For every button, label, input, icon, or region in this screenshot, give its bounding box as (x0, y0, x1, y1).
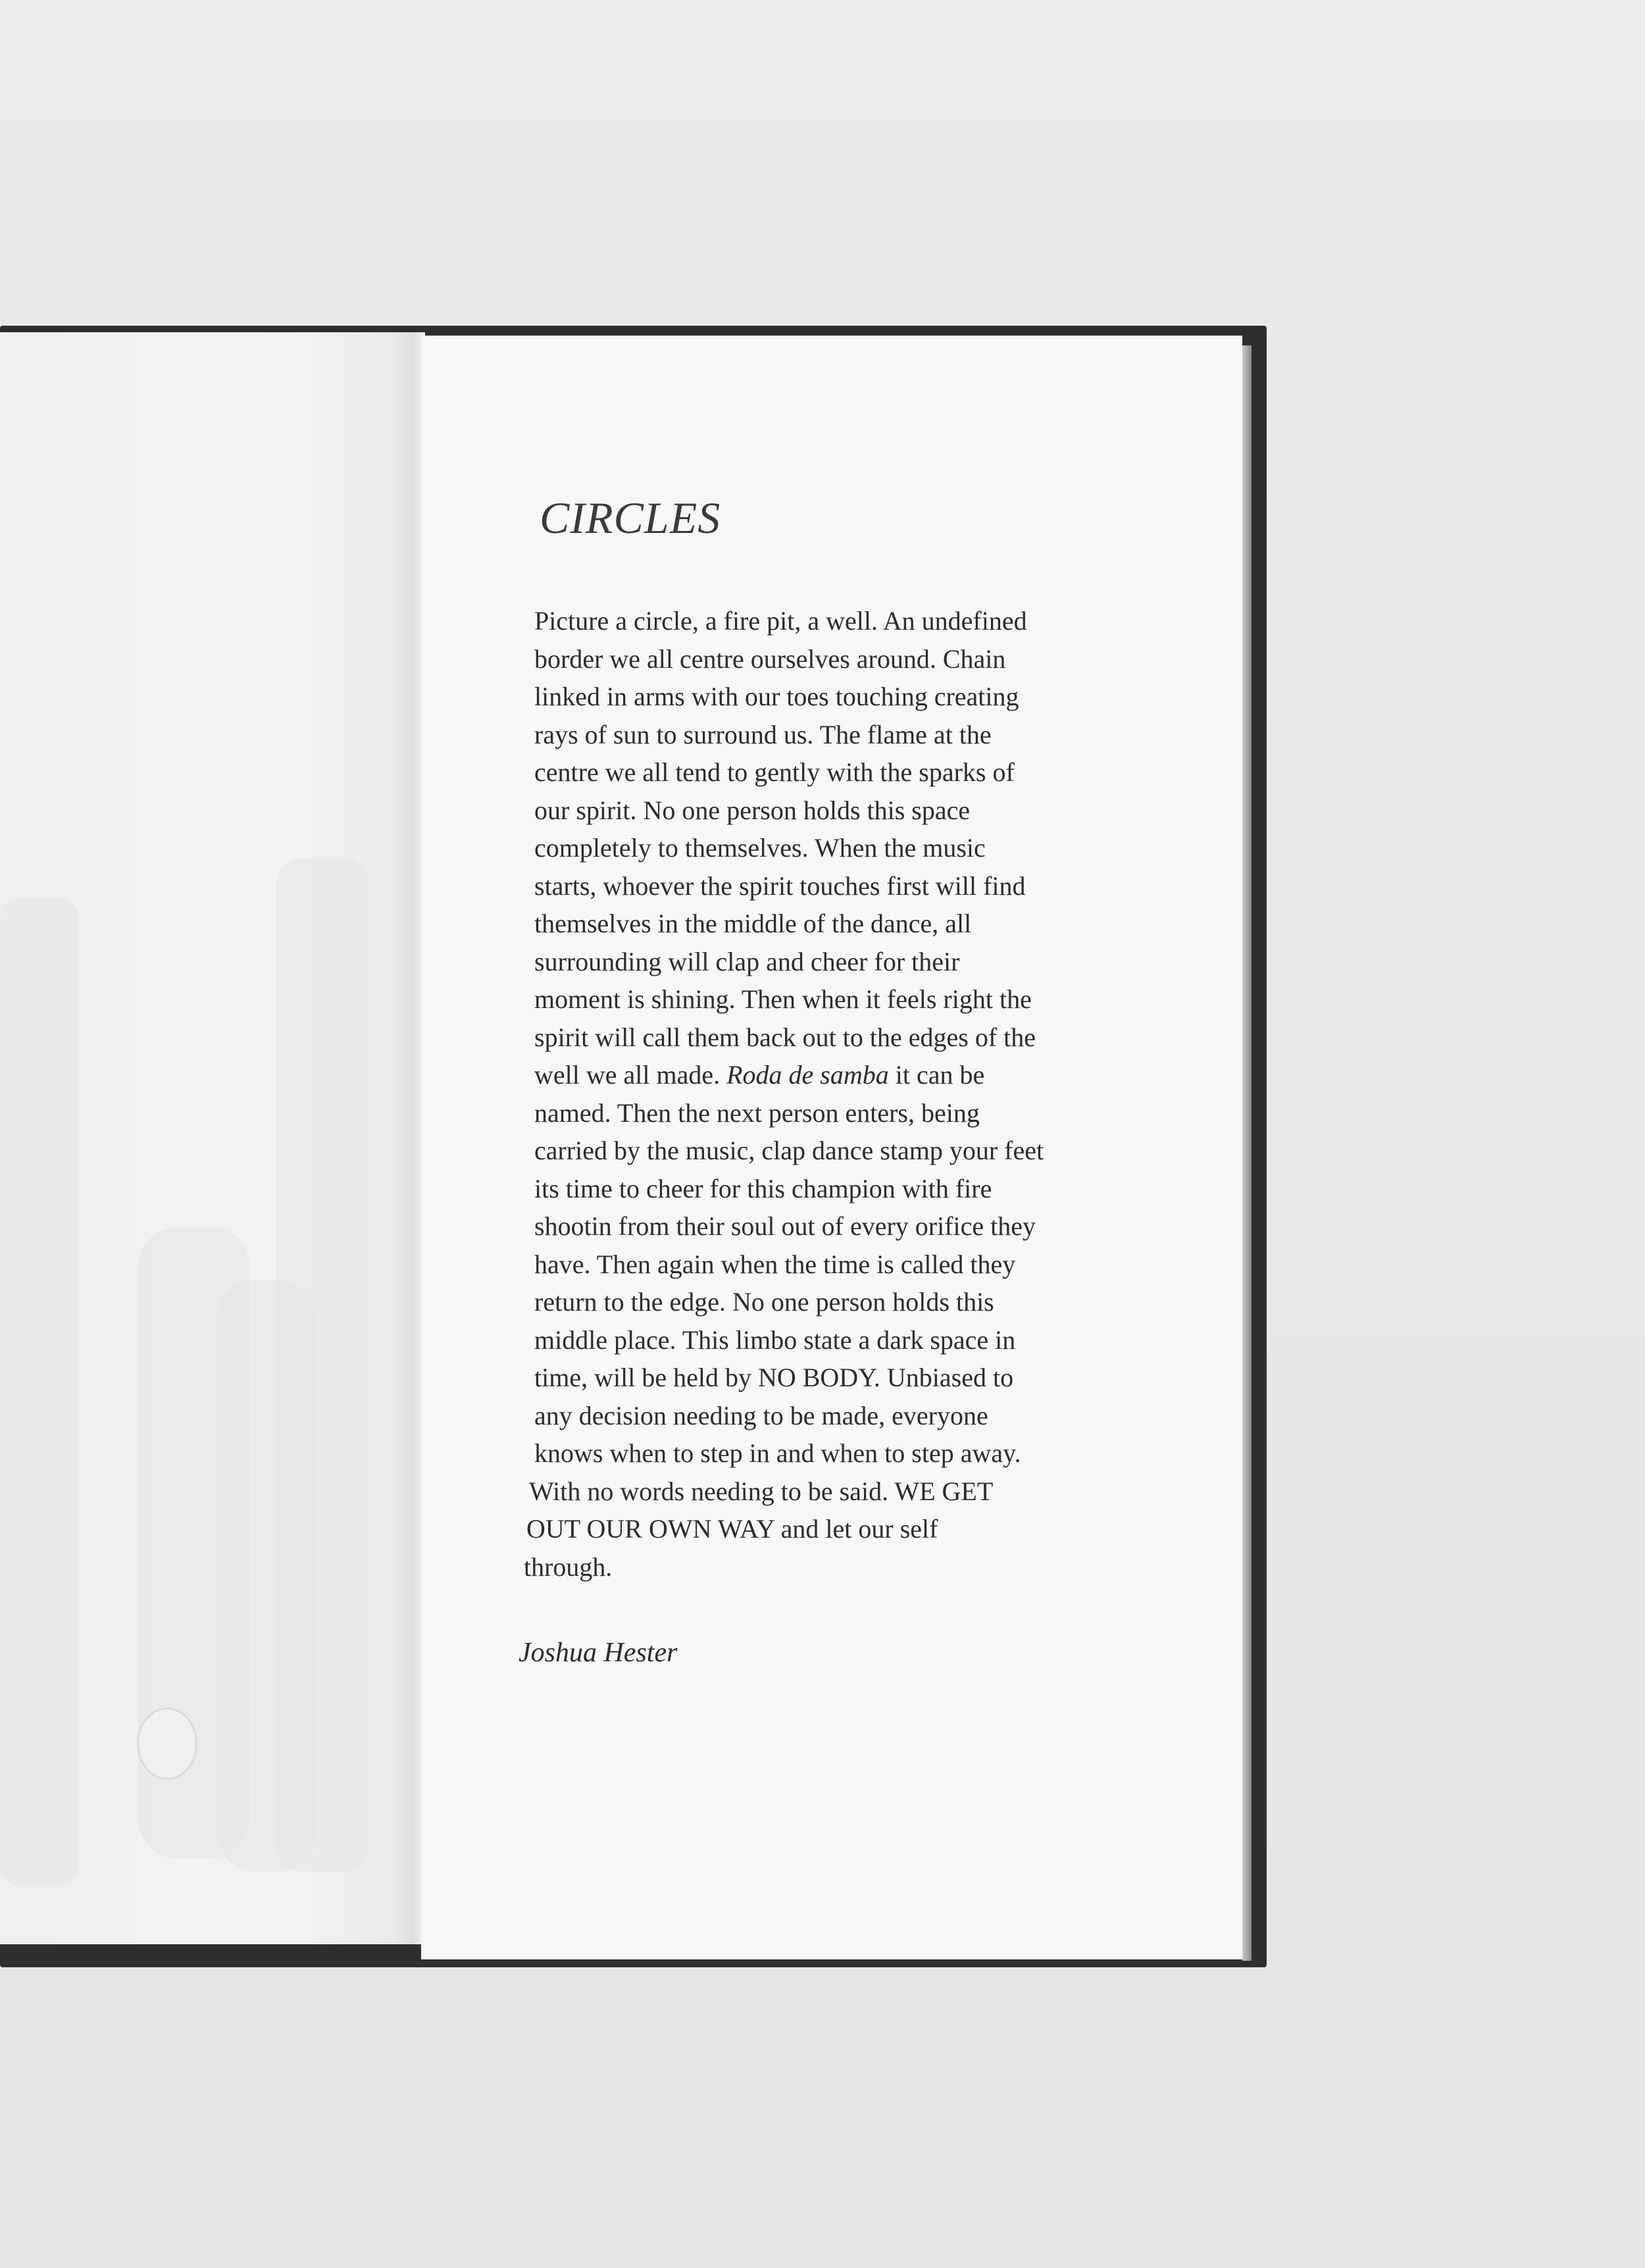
poem-line: spirit will call them back out to the edges of the (534, 1022, 1036, 1052)
poem-line: well we all made. Roda de samba it can be (534, 1060, 985, 1090)
poem-title: CIRCLES (540, 493, 721, 543)
poem-line: themselves in the middle of the dance, all (534, 909, 972, 938)
poem-line: starts, whoever the spirit touches first will find (534, 870, 1026, 901)
poem-line: shootin from their soul out of every orifice they (534, 1211, 1036, 1241)
left-page (0, 332, 416, 1944)
poem-line: surrounding will clap and cheer for their (534, 946, 960, 976)
show-through-shape (276, 859, 368, 1872)
poem-line: Picture a circle, a fire pit, a well. An undefined (534, 606, 1027, 636)
poem-line: knows when to step in and when to step away. (534, 1438, 1021, 1468)
poem-line: linked in arms with our toes touching creating (534, 682, 1019, 711)
poem-line: any decision needing to be made, everyone (534, 1400, 988, 1430)
show-through-circle (137, 1707, 197, 1780)
poem-line: rays of sun to surround us. The flame at the (534, 719, 992, 749)
poem-line: its time to cheer for this champion with fire (534, 1173, 992, 1203)
poem-line: completely to themselves. When the music (534, 833, 986, 863)
poem-line: border we all centre ourselves around. Chain (534, 643, 1006, 674)
poem-line: our spirit. No one person holds this space (534, 795, 971, 825)
poem-line: With no words needing to be said. WE GET (529, 1476, 994, 1506)
author-signature: Joshua Hester (519, 1638, 678, 1668)
poem-line: named. Then the next person enters, being (534, 1097, 980, 1128)
page-edge (1242, 345, 1252, 1961)
poem-line: through. (524, 1551, 613, 1582)
italic-phrase: Roda de samba (726, 1060, 889, 1090)
poem-line: OUT OUR OWN WAY and let our self (526, 1514, 938, 1544)
poem-line: centre we all tend to gently with the sparks of (534, 757, 1015, 787)
show-through-shape (0, 898, 79, 1885)
poem-line: middle place. This limbo state a dark space in (534, 1324, 1016, 1355)
poem-line: moment is shining. Then when it feels right the (534, 984, 1032, 1014)
poem-body (524, 602, 1100, 1586)
poem-line: carried by the music, clap dance stamp your feet (534, 1136, 1044, 1165)
poem-line: have. Then again when the time is called they (534, 1249, 1016, 1279)
poem-line: return to the edge. No one person holds this (534, 1287, 994, 1317)
poem-line: time, will be held by NO BODY. Unbiased to (534, 1363, 1014, 1392)
